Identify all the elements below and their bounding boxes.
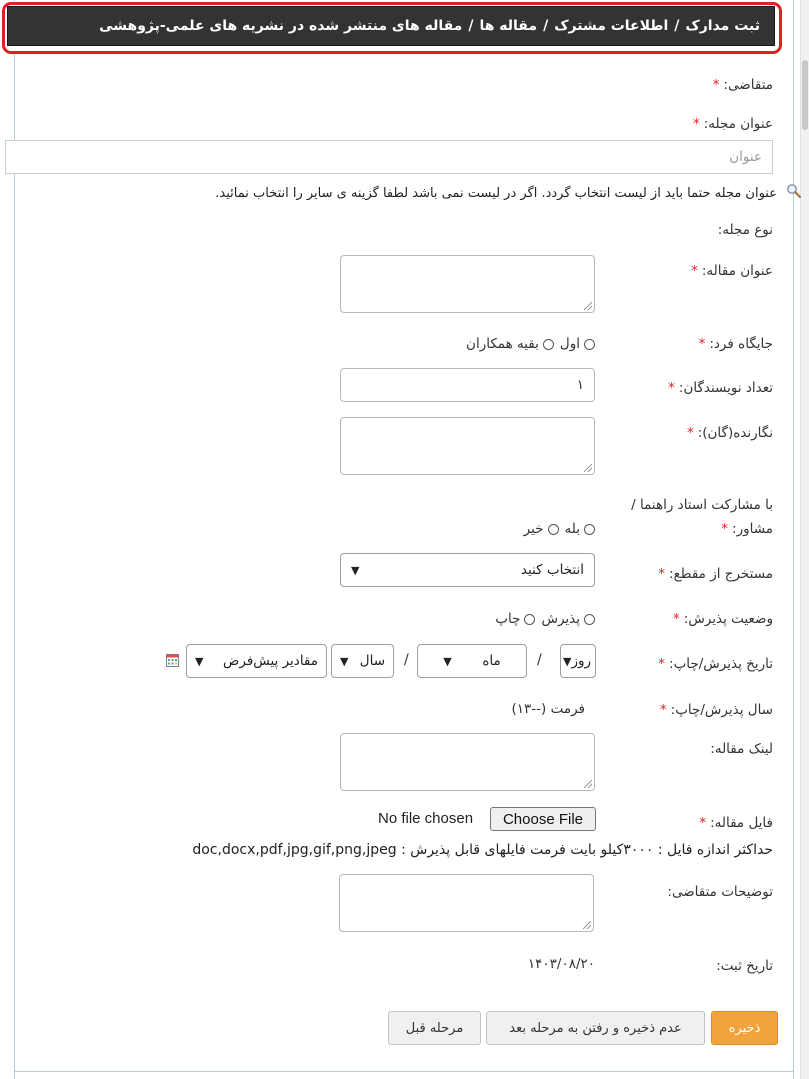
writers-label: نگارنده(گان):*	[686, 425, 773, 441]
year-label: سال پذیرش/چاپ:*	[659, 702, 773, 718]
advisor-radio-group	[524, 521, 595, 537]
breadcrumb-separator: /	[674, 18, 680, 34]
calendar-icon[interactable]	[166, 654, 179, 667]
date-separator: /	[537, 652, 542, 668]
article-link-textarea[interactable]	[340, 733, 595, 791]
extracted-from-label: مستخرج از مقطع:*	[658, 566, 773, 582]
save-button[interactable]: ذخیره	[711, 1011, 778, 1045]
date-defaults-value: مقادیر پیش‌فرض	[223, 653, 318, 669]
date-day-select[interactable]	[560, 644, 596, 678]
date-month-value: ماه	[482, 653, 501, 669]
date-year-select[interactable]	[331, 644, 394, 678]
chevron-down-icon: ▼	[562, 654, 572, 668]
chevron-down-icon: ▼	[443, 654, 452, 668]
breadcrumb-current: مقاله های منتشر شده در نشریه های علمی-پژوهشی	[99, 18, 463, 34]
radio-button[interactable]	[524, 614, 535, 625]
advisor-label-line2: مشاور:*	[721, 521, 773, 537]
applicant-notes-label: توضیحات متقاضی:	[667, 884, 773, 900]
advisor-label-line1: با مشارکت استاد راهنما /	[631, 497, 773, 513]
journal-title-label: عنوان مجله:*	[692, 116, 773, 132]
acceptance-status-option-printed[interactable]: چاپ	[495, 611, 535, 627]
applicant-notes-textarea[interactable]	[339, 874, 594, 932]
radio-button[interactable]	[548, 524, 559, 535]
file-status: No file chosen	[378, 810, 474, 827]
article-link-label: لینک مقاله:	[710, 741, 773, 757]
journal-title-input[interactable]	[5, 140, 773, 174]
person-position-option-first[interactable]: اول	[560, 336, 595, 352]
advisor-option-yes[interactable]: بله	[565, 521, 595, 537]
article-title-label: عنوان مقاله:*	[691, 263, 773, 279]
year-format-hint: فرمت (--۱۳)	[511, 701, 585, 717]
authors-count-label: تعداد نویسندگان:*	[668, 380, 773, 396]
acceptance-status-radio-group	[495, 611, 595, 627]
frame-right-border	[793, 0, 794, 1079]
radio-button[interactable]	[584, 524, 595, 535]
article-file-label: فایل مقاله:*	[699, 815, 773, 831]
acceptance-status-label: وضعیت پذیرش:*	[673, 611, 773, 627]
chevron-down-icon: ▼	[351, 563, 360, 577]
person-position-option-others[interactable]: بقیه همکاران	[466, 336, 554, 352]
date-defaults-select[interactable]	[186, 644, 327, 678]
chevron-down-icon: ▼	[195, 654, 204, 668]
radio-button[interactable]	[584, 339, 595, 350]
search-icon[interactable]	[786, 183, 802, 199]
radio-button[interactable]	[543, 339, 554, 350]
registration-date-value: ۱۴۰۳/۰۸/۲۰	[527, 956, 595, 972]
breadcrumb-separator: /	[543, 18, 549, 34]
skip-to-next-step-button[interactable]: عدم ذخیره و رفتن به مرحله بعد	[486, 1011, 705, 1045]
breadcrumb-item[interactable]: ثبت مدارک	[685, 18, 760, 34]
advisor-option-no[interactable]: خیر	[524, 521, 559, 537]
journal-type-label: نوع مجله:	[717, 222, 773, 238]
file-size-note: حداکثر اندازه فایل : ۳۰۰۰کیلو بایت فرمت فایلهای قابل پذیرش : doc,docx,pdf,jpg,gif,png,jpeg	[192, 842, 773, 858]
choose-file-button[interactable]: Choose File	[490, 807, 596, 831]
article-title-textarea[interactable]	[340, 255, 595, 313]
person-position-label: جایگاه فرد:*	[698, 336, 773, 352]
date-label: تاریخ پذیرش/چاپ:*	[658, 656, 773, 672]
scrollbar-thumb[interactable]	[802, 60, 808, 130]
breadcrumb	[7, 6, 775, 46]
journal-note: عنوان مجله حتما باید از لیست انتخاب گردد. اگر در لیست نمی باشد لطفا گزینه ی سایر را انتخاب نمائید.	[215, 186, 777, 201]
authors-count-input[interactable]: ۱	[340, 368, 595, 402]
applicant-label: متقاضی:*	[712, 77, 773, 93]
breadcrumb-separator: /	[468, 18, 474, 34]
scrollbar[interactable]	[800, 0, 809, 1079]
registration-date-label: تاریخ ثبت:	[716, 958, 773, 974]
chevron-down-icon: ▼	[340, 654, 349, 668]
journal-title-placeholder: عنوان	[729, 149, 762, 165]
radio-button[interactable]	[584, 614, 595, 625]
extracted-from-select[interactable]	[340, 553, 595, 587]
previous-step-button[interactable]: مرحله قبل	[388, 1011, 481, 1045]
person-position-radio-group	[466, 336, 595, 352]
date-day-value: روز	[571, 653, 591, 669]
acceptance-status-option-accepted[interactable]: پذیرش	[541, 611, 595, 627]
breadcrumb-item[interactable]: اطلاعات مشترک	[554, 18, 669, 34]
breadcrumb-item[interactable]: مقاله ها	[479, 18, 538, 34]
frame-bottom-border	[14, 1071, 794, 1072]
date-month-select[interactable]	[417, 644, 527, 678]
date-separator: /	[404, 652, 409, 668]
date-year-value: سال	[359, 653, 385, 669]
writers-textarea[interactable]	[340, 417, 595, 475]
extracted-from-value: انتخاب کنید	[520, 562, 584, 578]
